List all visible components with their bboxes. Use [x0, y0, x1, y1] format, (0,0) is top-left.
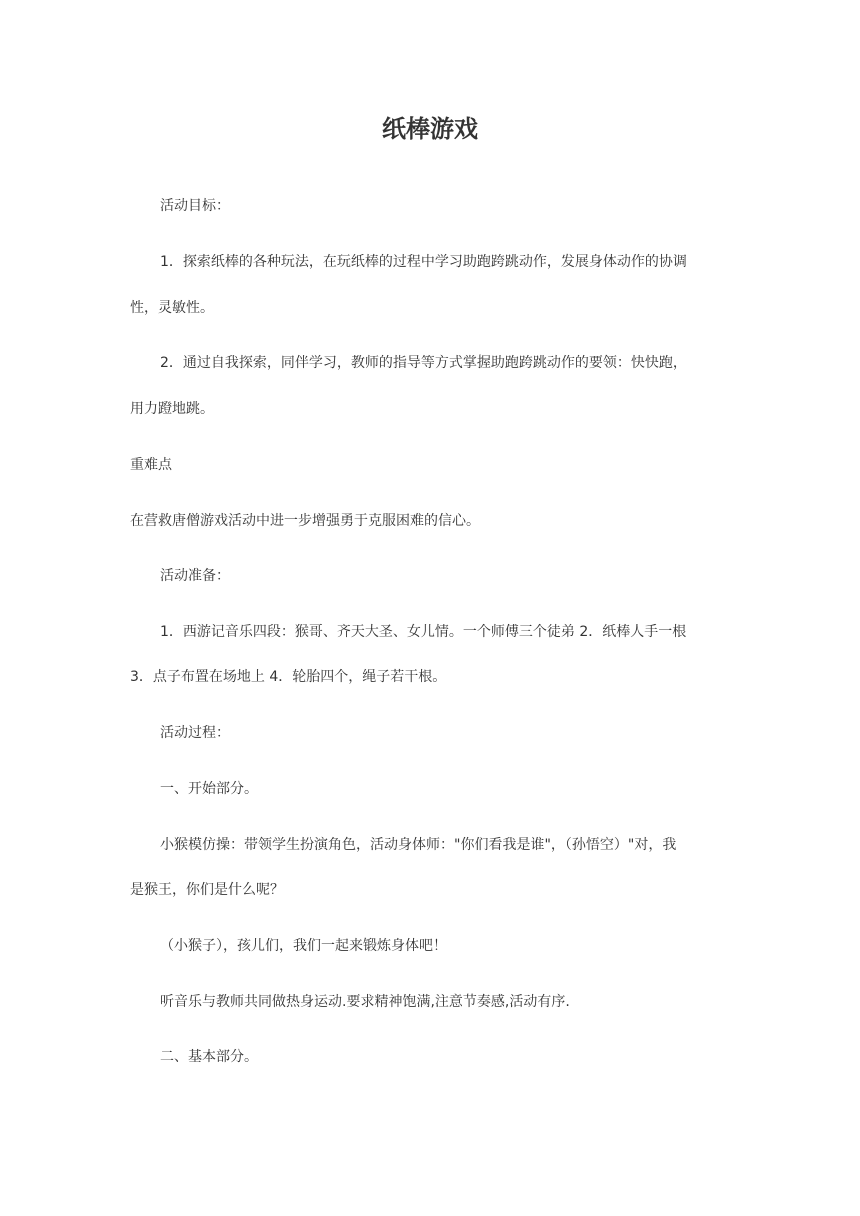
paragraph-line: 3．点子布置在场地上 4．轮胎四个，绳子若干根。 [130, 669, 447, 685]
paragraph-line: 在营救唐僧游戏活动中进一步增强勇于克服困难的信心。 [130, 513, 480, 529]
paragraph-line: 听音乐与教师共同做热身运动.要求精神饱满,注意节奏感,活动有序. [160, 994, 570, 1010]
paragraph-line: 1．探索纸棒的各种玩法，在玩纸棒的过程中学习助跑跨跳动作，发展身体动作的协调 [160, 254, 687, 270]
subsection-heading-basic: 二、基本部分。 [160, 1049, 258, 1065]
paragraph-line: 1．西游记音乐四段：猴哥、齐天大圣、女儿情。一个师傅三个徒弟 2．纸棒人手一根 [160, 624, 687, 640]
subsection-heading-start: 一、开始部分。 [160, 781, 258, 797]
paragraph-line: 小猴模仿操：带领学生扮演角色，活动身体师："你们看我是谁"，（孙悟空）"对，我 [160, 837, 677, 853]
section-heading-process: 活动过程： [160, 725, 230, 741]
paragraph-line: 用力蹬地跳。 [130, 401, 214, 417]
paragraph-line: 性，灵敏性。 [130, 300, 214, 316]
document-title: 纸棒游戏 [382, 115, 478, 143]
paragraph-line: 是猴王，你们是什么呢？ [130, 882, 284, 898]
section-heading-goals: 活动目标： [160, 198, 230, 214]
section-heading-key-points: 重难点 [130, 457, 172, 473]
paragraph-line: （小猴子），孩儿们，我们一起来锻炼身体吧！ [160, 938, 447, 954]
paragraph-line: 2．通过自我探索，同伴学习，教师的指导等方式掌握助跑跨跳动作的要领：快快跑， [160, 355, 687, 371]
section-heading-preparation: 活动准备： [160, 568, 230, 584]
